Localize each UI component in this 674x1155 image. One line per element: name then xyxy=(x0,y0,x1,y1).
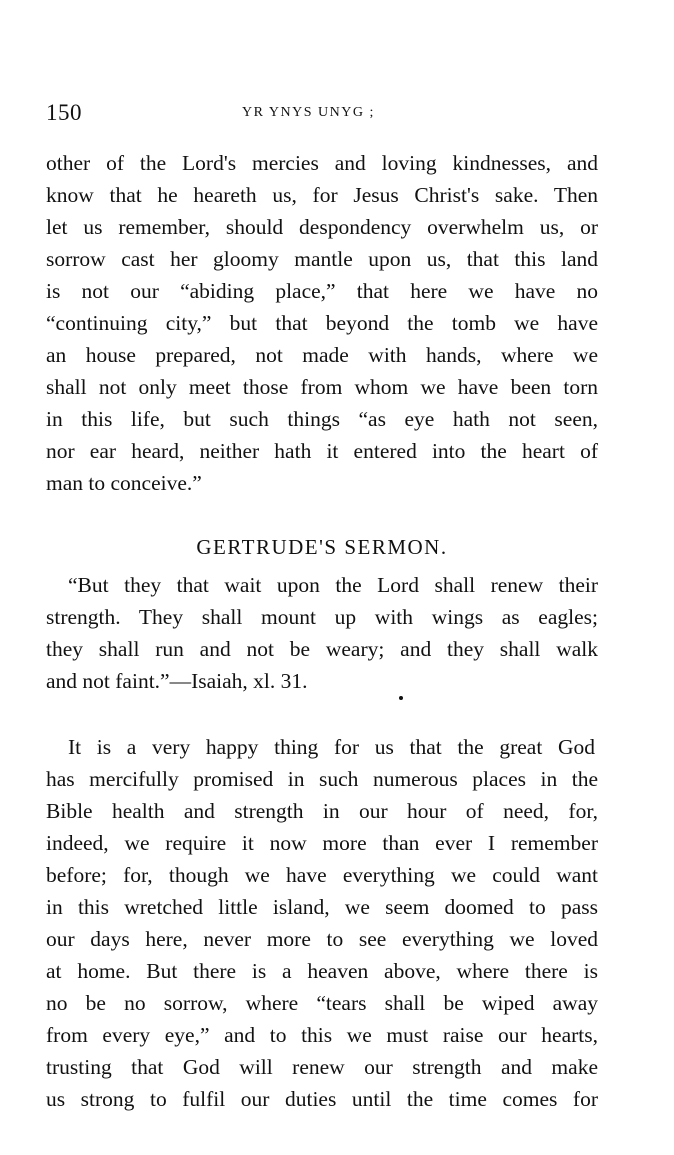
paragraph1-line: “continuing city,” but that beyond the tomb we have xyxy=(46,311,598,335)
running-title: YR YNYS UNYG ; xyxy=(242,105,375,120)
paragraph1-line: know that he heareth us, for Jesus Christ's sake. Then xyxy=(46,183,598,207)
paragraph1-line: let us remember, should despondency overwhelm us, or xyxy=(46,215,598,239)
paragraph2-line: us strong to fulfil our duties until the time comes for xyxy=(46,1087,598,1111)
paragraph1-line: shall not only meet those from whom we have been torn xyxy=(46,375,598,399)
paragraph1-line: other of the Lord's mercies and loving kindnesses, and xyxy=(46,151,598,175)
paragraph2-line: before; for, though we have everything we could want xyxy=(46,863,598,887)
epigraph-line: strength. They shall mount up with wings as eagles; xyxy=(46,605,598,629)
paragraph1-line: nor ear heard, neither hath it entered into the heart of xyxy=(46,439,598,463)
paragraph1-line: an house prepared, not made with hands, where we xyxy=(46,343,598,367)
paragraph2-line: has mercifully promised in such numerous places in the xyxy=(46,767,598,791)
paragraph1-line: is not our “abiding place,” that here we have no xyxy=(46,279,598,303)
epigraph-line: and not faint.”—Isaiah, xl. 31. xyxy=(46,669,308,693)
paragraph2-line: from every eye,” and to this we must raise our hearts, xyxy=(46,1023,598,1047)
paragraph2-line: trusting that God will renew our strength and make xyxy=(46,1055,598,1079)
paragraph1-line: sorrow cast her gloomy mantle upon us, that this land xyxy=(46,247,598,271)
paragraph2-line: our days here, never more to see everything we loved xyxy=(46,927,598,951)
paragraph2-line: no be no sorrow, where “tears shall be wiped away xyxy=(46,991,598,1015)
epigraph-line: they shall run and not be weary; and they shall walk xyxy=(46,637,598,661)
paragraph2-line: at home. But there is a heaven above, where there is xyxy=(46,959,598,983)
paragraph2-line: in this wretched little island, we seem doomed to pass xyxy=(46,895,598,919)
ink-speck xyxy=(399,696,403,700)
paragraph1-line: in this life, but such things “as eye hath not seen, xyxy=(46,407,598,431)
page-header xyxy=(46,100,598,130)
section-heading: GERTRUDE'S SERMON. xyxy=(196,535,448,559)
paragraph2-line: indeed, we require it now more than ever I remember xyxy=(46,831,598,855)
paragraph2-line: Bible health and strength in our hour of need, for, xyxy=(46,799,598,823)
paragraph2-line: It is a very happy thing for us that the great God xyxy=(68,735,595,759)
epigraph-line: “But they that wait upon the Lord shall renew their xyxy=(68,573,598,597)
paragraph1-line: man to conceive.” xyxy=(46,471,202,495)
page-number: 150 xyxy=(46,100,82,125)
